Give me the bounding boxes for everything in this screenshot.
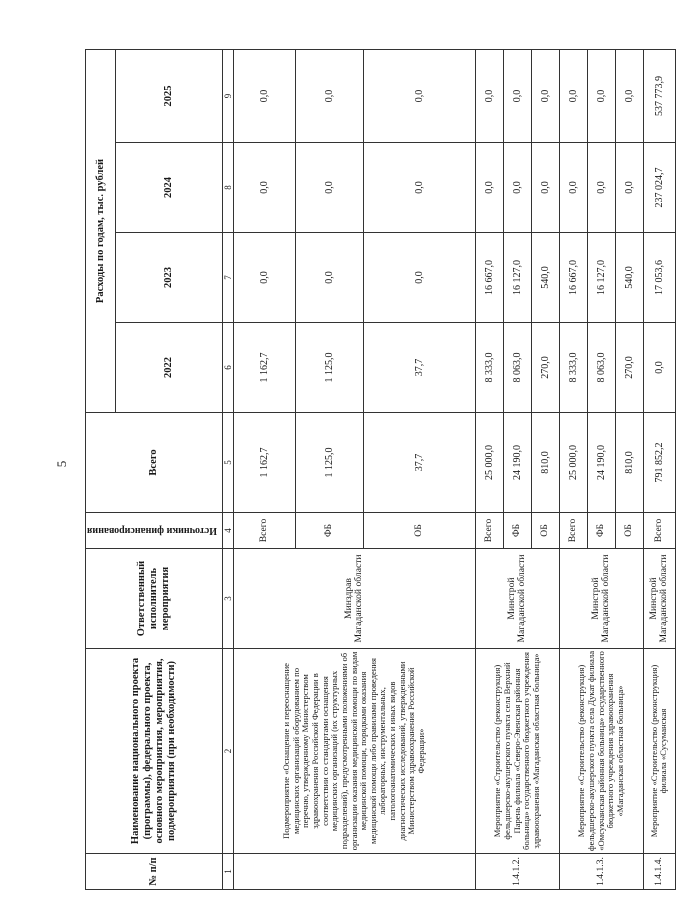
row-2024: 0,0 [363, 143, 475, 233]
row-2023: 540,0 [531, 233, 559, 323]
row-2023: 0,0 [363, 233, 475, 323]
header-executor: Ответственный исполнитель мероприятия [86, 549, 223, 649]
row-source: ОБ [363, 513, 475, 549]
column-number: 4 [222, 513, 233, 549]
rotated-table-wrapper [85, 50, 670, 890]
column-number: 6 [222, 323, 233, 413]
row-2025: 0,0 [615, 49, 643, 142]
column-number: 1 [222, 854, 233, 890]
header-year-2023: 2023 [116, 233, 222, 323]
row-2022: 1 125,0 [295, 323, 363, 413]
header-year-2024: 2024 [116, 143, 222, 233]
row-2023: 0,0 [295, 233, 363, 323]
row-total: 25 000,0 [559, 413, 587, 513]
row-2024: 0,0 [559, 143, 587, 233]
row-2022: 8 063,0 [503, 323, 531, 413]
row-2022: 270,0 [531, 323, 559, 413]
row-name: Подмероприятие «Оснащение и переоснащение медицинских организаций оборудованием по перечню, утвержденному Министерством здравоохранения Российской Федерации в соответствии со стандартами оснащения медицинских организаций (их структурных подразделений), предусмотренными положениями об организации оказания медицинской помощи по видам медицинской помощи, порядками оказания медицинской помощи либо правилами проведения лабораторных, инструментальных, патологоанатомических и иных видов диагностических исследований, утвержденными Министерством здравоохранения Российской Федерации» [233, 649, 475, 854]
table-row [475, 49, 503, 889]
row-source: Всего [643, 513, 675, 549]
row-number: 1.4.1.4. [643, 854, 675, 890]
row-2025: 0,0 [475, 49, 503, 142]
row-2025: 0,0 [363, 49, 475, 142]
row-2023: 16 667,0 [475, 233, 503, 323]
column-number: 5 [222, 413, 233, 513]
row-2024: 0,0 [587, 143, 615, 233]
column-number: 9 [222, 49, 233, 142]
column-number: 8 [222, 143, 233, 233]
row-source: Всего [559, 513, 587, 549]
row-executor: Минстрой Магаданской области [643, 549, 675, 649]
row-2023: 540,0 [615, 233, 643, 323]
row-executor: Минстрой Магаданской области [475, 549, 559, 649]
row-2024: 0,0 [295, 143, 363, 233]
row-2024: 0,0 [475, 143, 503, 233]
row-source: ОБ [531, 513, 559, 549]
page-number: 5 [54, 460, 69, 468]
row-total: 1 162,7 [233, 413, 295, 513]
row-2022: 270,0 [615, 323, 643, 413]
column-number: 7 [222, 233, 233, 323]
row-number [233, 854, 475, 890]
header-source-cell [86, 513, 223, 549]
table-row [643, 49, 675, 889]
row-2022: 0,0 [643, 323, 675, 413]
row-total: 810,0 [531, 413, 559, 513]
row-name: Мероприятие «Строительство (реконструкция) фельдшерско-акушерского пункта села Дукат филиала «Омсукчанская районная больница» государственного бюджетного учреждения здравоохранения «Магаданская областная больница» [559, 649, 643, 854]
row-total: 1 125,0 [295, 413, 363, 513]
header-year-2025: 2025 [116, 49, 222, 142]
row-2024: 0,0 [503, 143, 531, 233]
row-source: Всего [233, 513, 295, 549]
row-2025: 0,0 [233, 49, 295, 142]
row-2025: 0,0 [587, 49, 615, 142]
row-2023: 16 127,0 [503, 233, 531, 323]
row-2022: 8 333,0 [559, 323, 587, 413]
table-row [233, 49, 295, 889]
row-2025: 537 773,9 [643, 49, 675, 142]
row-total: 810,0 [615, 413, 643, 513]
financing-table [85, 49, 676, 890]
header-source: Источники финансирования [87, 525, 217, 537]
row-total: 37,7 [363, 413, 475, 513]
row-total: 25 000,0 [475, 413, 503, 513]
header-year-2022: 2022 [116, 323, 222, 413]
row-source: ФБ [295, 513, 363, 549]
row-2024: 237 024,7 [643, 143, 675, 233]
row-2023: 0,0 [233, 233, 295, 323]
row-source: ОБ [615, 513, 643, 549]
row-2023: 17 053,6 [643, 233, 675, 323]
row-executor: Минздрав Магаданской области [233, 549, 475, 649]
row-2024: 0,0 [233, 143, 295, 233]
row-total: 24 190,0 [587, 413, 615, 513]
column-number: 3 [222, 549, 233, 649]
row-source: ФБ [503, 513, 531, 549]
row-number: 1.4.1.2. [475, 854, 559, 890]
row-2022: 37,7 [363, 323, 475, 413]
row-2024: 0,0 [531, 143, 559, 233]
row-2022: 8 333,0 [475, 323, 503, 413]
row-2025: 0,0 [531, 49, 559, 142]
row-2022: 1 162,7 [233, 323, 295, 413]
header-total: Всего [86, 413, 223, 513]
row-source: Всего [475, 513, 503, 549]
header-name: Наименование национального проекта (программы), федерального проекта, основного мероприятия, мероприятия, подмероприятия (при необходимости) [86, 649, 223, 854]
row-name: Мероприятие «Строительство (реконструкция) филиала «Сусуманская [643, 649, 675, 854]
row-total: 791 852,2 [643, 413, 675, 513]
row-executor: Минстрой Магаданской области [559, 549, 643, 649]
header-expenses: Расходы по годам, тыс. рублей [86, 49, 116, 412]
column-number: 2 [222, 649, 233, 854]
row-2024: 0,0 [615, 143, 643, 233]
row-2023: 16 127,0 [587, 233, 615, 323]
row-name: Мероприятие «Строительство (реконструкция) фельдшерско-акушерского пункта села Верхний Парень филиала «Северо-Эвенская районная больница» государственного бюджетного учреждения здравоохранения «Магаданская областная больница» [475, 649, 559, 854]
row-number: 1.4.1.3. [559, 854, 643, 890]
row-2025: 0,0 [503, 49, 531, 142]
column-number-row [222, 49, 233, 889]
row-2022: 8 063,0 [587, 323, 615, 413]
header-num: № п/п [86, 854, 223, 890]
row-source: ФБ [587, 513, 615, 549]
table-row [559, 49, 587, 889]
row-total: 24 190,0 [503, 413, 531, 513]
row-2025: 0,0 [559, 49, 587, 142]
row-2023: 16 667,0 [559, 233, 587, 323]
row-2025: 0,0 [295, 49, 363, 142]
